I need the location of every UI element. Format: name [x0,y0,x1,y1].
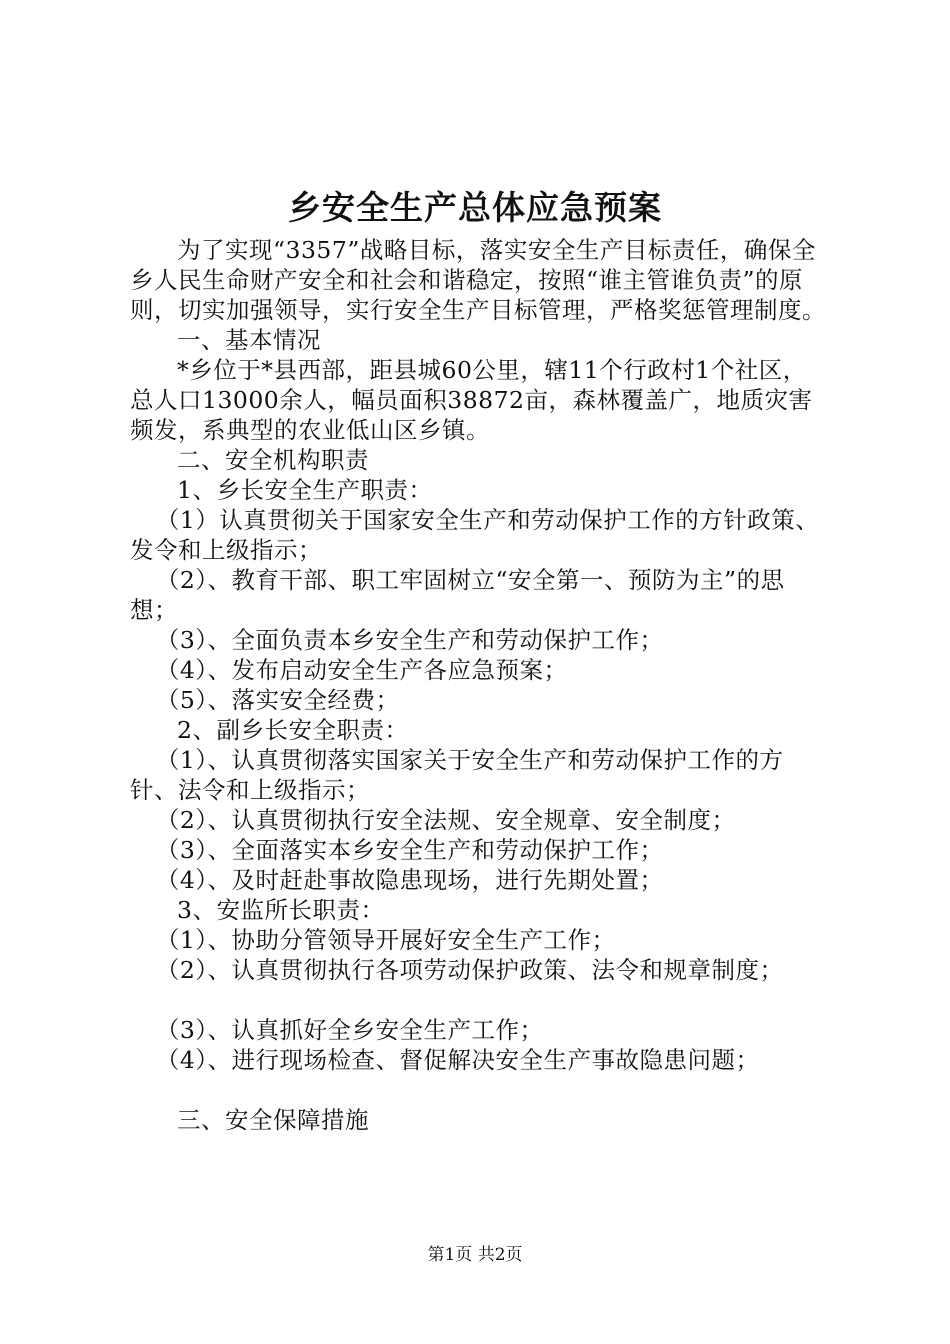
subheading-safety-director: 3、安监所长职责： [177,896,385,924]
list-item: （4）、发布启动安全生产各应急预案； [155,656,568,684]
subheading-deputy-head: 2、副乡长安全职责： [177,716,409,744]
list-item: （4）、及时赶赴事故隐患现场，进行先期处置； [155,866,664,894]
list-item: （2）、认真贯彻执行各项劳动保护政策、法令和规章制度； [155,956,784,984]
list-item: （3）、认真抓好全乡安全生产工作； [155,1016,544,1044]
list-item: （5）、落实安全经费； [155,686,400,714]
list-item: （1）、协助分管领导开展好安全生产工作； [155,926,616,954]
paragraph-intro: 为了实现“3357”战略目标，落实安全生产目标责任，确保全乡人民生命财产安全和社会和谐稳定，按照“谁主管谁负责”的原则，切实加强领导，实行安全生产目标管理，严格奖惩管理制度。 [130,236,826,324]
paragraph-basic-info: *乡位于*县西部，距县城60公里，辖11个行政村1个社区，总人口13000余人，幅员面积38872亩，森林覆盖广，地质灾害频发，系典型的农业低山区乡镇。 [130,356,813,444]
section-heading-duties: 二、安全机构职责 [177,446,369,474]
subheading-township-head: 1、乡长安全生产职责： [177,476,433,504]
list-item: （1）认真贯彻关于国家安全生产和劳动保护工作的方针政策、发令和上级指示； [130,506,820,564]
list-item: （4）、进行现场检查、督促解决安全生产事故隐患问题； [155,1046,760,1074]
list-item: （2）、教育干部、职工牢固树立“安全第一、预防为主”的思想； [130,566,785,624]
document-body [130,235,830,1135]
list-item: （2）、认真贯彻执行安全法规、安全规章、安全制度； [155,806,736,834]
blank-line [130,985,830,1015]
list-item: （3）、全面落实本乡安全生产和劳动保护工作； [155,836,664,864]
document-title: 乡安全生产总体应急预案 [288,188,662,227]
list-item: （3）、全面负责本乡安全生产和劳动保护工作； [155,626,664,654]
section-heading-safeguards: 三、安全保障措施 [177,1106,369,1134]
page-footer: 第1页 共2页 [427,1245,523,1265]
blank-line [130,1075,830,1105]
section-heading-basic: 一、基本情况 [177,326,321,354]
list-item: （1）、认真贯彻落实国家关于安全生产和劳动保护工作的方针、法令和上级指示； [130,746,784,804]
